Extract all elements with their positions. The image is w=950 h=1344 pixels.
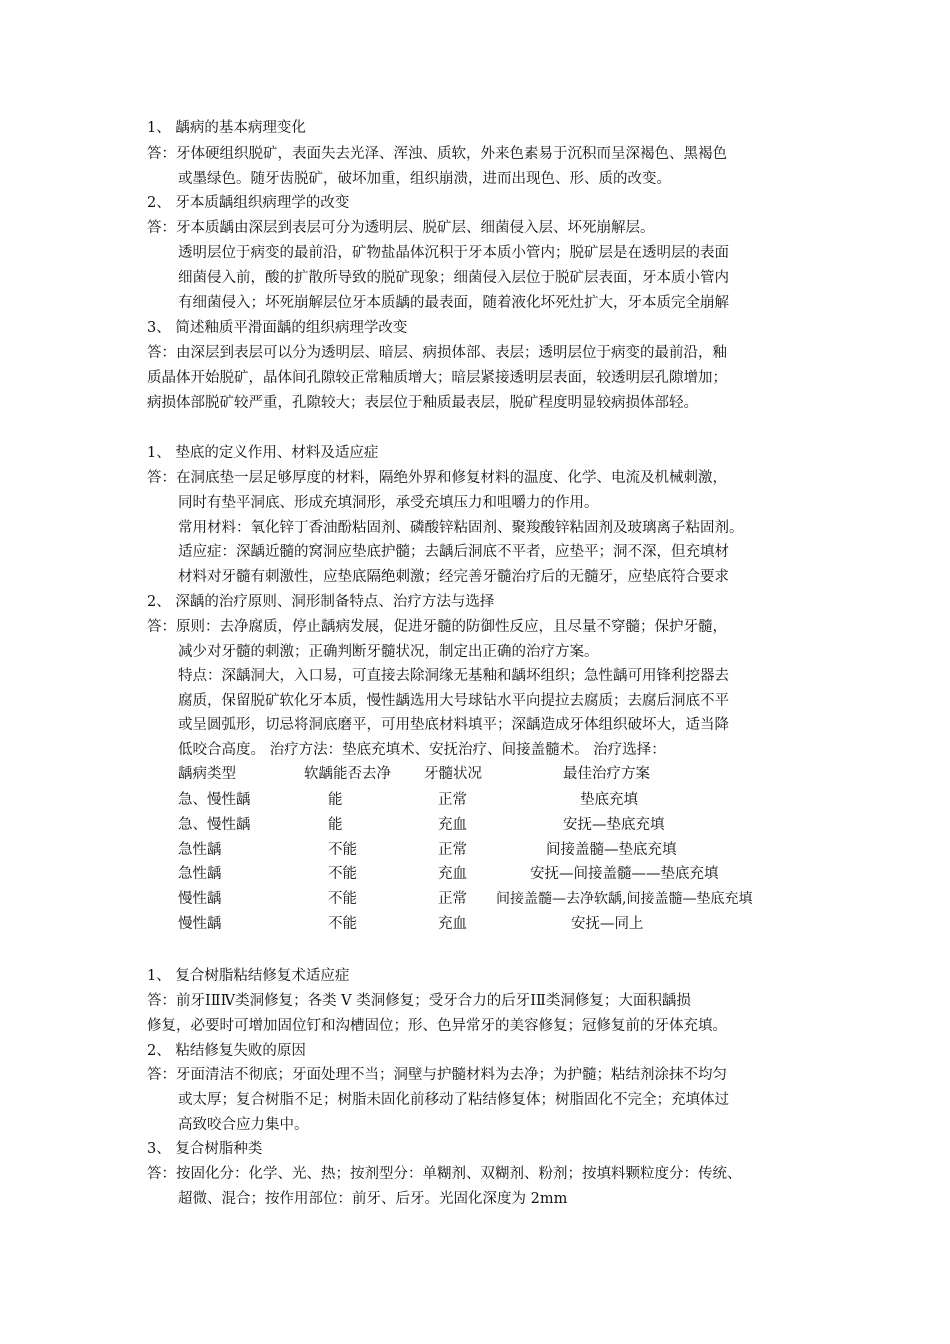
answer-line: 材料对牙髓有刺激性，应垫底隔绝刺激；经完善牙髓治疗后的无髓牙，应垫底符合要求: [178, 569, 729, 585]
table-cell: 急、慢性龋: [178, 792, 251, 808]
question-heading: 1、 龋病的基本病理变化: [147, 120, 306, 136]
table-cell: 能: [328, 792, 343, 808]
table-header-row: [178, 765, 818, 783]
table-cell: 充血: [438, 817, 467, 833]
question-heading: 3、 复合树脂种类: [147, 1141, 263, 1157]
answer-line: 适应症：深龋近髓的窝洞应垫底护髓；去龋后洞底不平者，应垫平；洞不深，但充填材: [178, 544, 729, 560]
answer-line: 超微、混合；按作用部位：前牙、后牙。光固化深度为 2mm: [178, 1191, 568, 1207]
column-header: 牙髓状况: [424, 766, 482, 782]
table-cell: 垫底充填: [580, 792, 638, 808]
answer-line: 细菌侵入前，酸的扩散所导致的脱矿现象；细菌侵入层位于脱矿层表面，牙本质小管内: [178, 270, 729, 286]
table-row: [178, 816, 818, 834]
table-cell: 间接盖髓—垫底充填: [546, 842, 677, 858]
table-row: [178, 841, 818, 859]
table-cell: 不能: [328, 916, 357, 932]
answer-line: 特点：深龋洞大，入口易，可直接去除洞缘无基釉和龋坏组织；急性龋可用锋利挖器去: [178, 668, 729, 684]
table-cell: 间接盖髓—去净软龋,间接盖髓—垫底充填: [496, 891, 753, 907]
answer-line: 答：原则：去净腐质，停止龋病发展，促进牙髓的防御性反应，且尽量不穿髓；保护牙髓，: [147, 619, 727, 635]
table-cell: 不能: [328, 842, 357, 858]
question-heading: 1、 垫底的定义作用、材料及适应症: [147, 445, 379, 461]
column-header: 软龋能否去净: [304, 766, 391, 782]
answer-line: 答：按固化分：化学、光、热；按剂型分：单糊剂、双糊剂、粉剂；按填料颗粒度分：传统、: [147, 1166, 742, 1182]
table-cell: 急、慢性龋: [178, 817, 251, 833]
answer-line: 答：前牙ⅠⅡⅣ类洞修复；各类 V 类洞修复；受牙合力的后牙ⅠⅡ类洞修复；大面积龋损: [147, 993, 691, 1009]
answer-line: 质晶体开始脱矿，晶体间孔隙较正常釉质增大；暗层紧接透明层表面，较透明层孔隙增加；: [147, 370, 727, 386]
table-cell: 充血: [438, 866, 467, 882]
question-heading: 2、 牙本质龋组织病理学的改变: [147, 195, 350, 211]
table-cell: 正常: [438, 891, 467, 907]
answer-line: 透明层位于病变的最前沿，矿物盐晶体沉积于牙本质小管内；脱矿层是在透明层的表面: [178, 245, 729, 261]
table-cell: 安抚—垫底充填: [563, 817, 665, 833]
table-row: [178, 915, 818, 933]
answer-line: 腐质，保留脱矿软化牙本质，慢性龋选用大号球钻水平向提拉去腐质；去腐后洞底不平: [178, 693, 729, 709]
table-cell: 能: [328, 817, 343, 833]
answer-line: 答：牙本质龋由深层到表层可分为透明层、脱矿层、细菌侵入层、坏死崩解层。: [147, 220, 655, 236]
answer-line: 同时有垫平洞底、形成充填洞形，承受充填压力和咀嚼力的作用。: [178, 495, 599, 511]
column-header: 龋病类型: [178, 766, 236, 782]
question-heading: 2、 深龋的治疗原则、洞形制备特点、治疗方法与选择: [147, 594, 495, 610]
answer-line: 答：由深层到表层可以分为透明层、暗层、病损体部、表层；透明层位于病变的最前沿，釉: [147, 345, 727, 361]
table-cell: 不能: [328, 891, 357, 907]
column-header: 最佳治疗方案: [563, 766, 650, 782]
question-heading: 3、 简述釉质平滑面龋的组织病理学改变: [147, 320, 408, 336]
answer-line: 低咬合高度。 治疗方法：垫底充填术、安抚治疗、间接盖髓术。 治疗选择：: [178, 742, 666, 758]
answer-line: 高致咬合应力集中。: [178, 1117, 309, 1133]
table-cell: 正常: [438, 842, 467, 858]
answer-line: 病损体部脱矿较严重，孔隙较大；表层位于釉质最表层，脱矿程度明显较病损体部轻。: [147, 395, 698, 411]
table-cell: 急性龋: [178, 842, 222, 858]
table-row: [178, 791, 818, 809]
table-cell: 充血: [438, 916, 467, 932]
table-cell: 急性龋: [178, 866, 222, 882]
answer-line: 或呈圆弧形，切忌将洞底磨平，可用垫底材料填平；深龋造成牙体组织破坏大，适当降: [178, 717, 729, 733]
table-cell: 慢性龋: [178, 916, 222, 932]
answer-line: 答：牙面清洁不彻底；牙面处理不当；洞壁与护髓材料为去净；为护髓；粘结剂涂抹不均匀: [147, 1067, 727, 1083]
answer-line: 修复，必要时可增加固位钉和沟槽固位；形、色异常牙的美容修复；冠修复前的牙体充填。: [147, 1018, 727, 1034]
answer-line: 或太厚；复合树脂不足；树脂未固化前移动了粘结修复体；树脂固化不完全；充填体过: [178, 1092, 729, 1108]
answer-line: 有细菌侵入；坏死崩解层位牙本质龋的最表面，随着液化坏死灶扩大，牙本质完全崩解: [178, 295, 729, 311]
answer-line: 减少对牙髓的刺激；正确判断牙髓状况，制定出正确的治疗方案。: [178, 644, 599, 660]
table-cell: 正常: [438, 792, 467, 808]
table-cell: 不能: [328, 866, 357, 882]
table-row: [178, 890, 818, 908]
answer-line: 或墨绿色。随牙齿脱矿，破坏加重，组织崩溃，进而出现色、形、质的改变。: [178, 171, 671, 187]
table-cell: 安抚—间接盖髓——垫底充填: [530, 866, 719, 882]
table-row: [178, 865, 818, 883]
question-heading: 1、 复合树脂粘结修复术适应症: [147, 968, 350, 984]
table-cell: 安抚—同上: [571, 916, 644, 932]
answer-line: 常用材料：氧化锌丁香油酚粘固剂、磷酸锌粘固剂、聚羧酸锌粘固剂及玻璃离子粘固剂。: [178, 520, 744, 536]
question-heading: 2、 粘结修复失败的原因: [147, 1043, 306, 1059]
table-cell: 慢性龋: [178, 891, 222, 907]
answer-line: 答：牙体硬组织脱矿，表面失去光泽、浑浊、质软，外来色素易于沉积而呈深褐色、黑褐色: [147, 146, 727, 162]
answer-line: 答：在洞底垫一层足够厚度的材料，隔绝外界和修复材料的温度、化学、电流及机械刺激，: [147, 470, 727, 486]
